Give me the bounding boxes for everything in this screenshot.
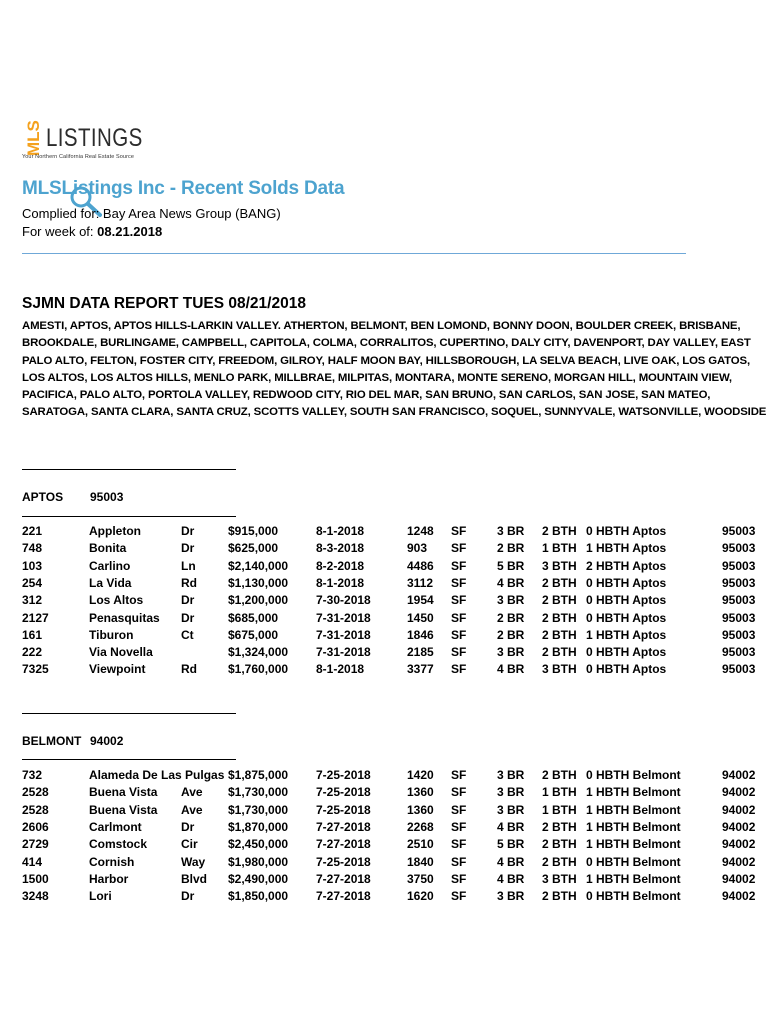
street-type: Dr — [181, 524, 195, 538]
square-feet: 1450 — [407, 610, 434, 625]
half-baths-city: 1 HBTH Belmont — [586, 819, 681, 834]
house-number: 748 — [22, 541, 43, 556]
sale-date: 8-2-2018 — [316, 558, 365, 573]
zip-code: 94002 — [722, 889, 756, 904]
house-number: 161 — [22, 627, 43, 642]
bathrooms: 2 BTH — [542, 889, 577, 904]
sale-price: $625,000 — [228, 541, 279, 556]
section-header-belmont — [22, 734, 124, 748]
half-baths-city: 0 HBTH Aptos — [586, 524, 667, 538]
zip-code: 95003 — [722, 575, 756, 590]
week-label: For week of: — [22, 224, 98, 239]
table-row — [0, 662, 768, 679]
street-name: Cornish — [89, 854, 135, 869]
sale-price: $1,870,000 — [228, 819, 289, 834]
sale-date: 7-31-2018 — [316, 627, 371, 642]
house-number: 414 — [22, 854, 43, 869]
street-type: Ave — [181, 785, 203, 800]
half-baths-city: 1 HBTH Aptos — [586, 541, 667, 556]
sale-date: 7-25-2018 — [316, 802, 371, 817]
sale-date: 7-31-2018 — [316, 645, 371, 660]
sale-date: 7-30-2018 — [316, 593, 371, 608]
sale-price: $1,760,000 — [228, 662, 289, 677]
street-name: Bonita — [89, 541, 127, 556]
sf-unit: SF — [451, 837, 467, 852]
table-row — [0, 559, 768, 576]
zip-code: 95003 — [722, 645, 756, 660]
half-baths-city: 0 HBTH Belmont — [586, 768, 681, 782]
sf-unit: SF — [451, 889, 467, 904]
street-name: Penasquitas — [89, 610, 160, 625]
sale-price: $1,980,000 — [228, 854, 289, 869]
street-name: La Vida — [89, 575, 132, 590]
sale-price: $1,200,000 — [228, 593, 289, 608]
bedrooms: 3 BR — [497, 768, 525, 782]
zip-code: 94002 — [722, 854, 756, 869]
document-title: MLSListings Inc - Recent Solds Data — [22, 178, 345, 199]
bathrooms: 1 BTH — [542, 785, 577, 800]
house-number: 732 — [22, 768, 43, 782]
bathrooms: 2 BTH — [542, 768, 577, 782]
zip-code: 95003 — [722, 662, 756, 677]
table-row — [0, 820, 768, 837]
square-feet: 1420 — [407, 768, 434, 782]
street-name: Tiburon — [89, 627, 134, 642]
street-name: Via Novella — [89, 645, 153, 660]
half-baths-city: 1 HBTH Belmont — [586, 785, 681, 800]
sale-price: $1,324,000 — [228, 645, 289, 660]
table-row — [0, 768, 768, 785]
section-zip: 94002 — [90, 734, 124, 748]
bathrooms: 3 BTH — [542, 558, 577, 573]
sale-price: $2,450,000 — [228, 837, 289, 852]
zip-code: 95003 — [722, 593, 756, 608]
zip-code: 95003 — [722, 558, 756, 573]
street-name: Alameda De Las Pulgas — [89, 768, 225, 782]
header-divider — [22, 253, 686, 254]
sale-date: 8-1-2018 — [316, 524, 365, 538]
bathrooms: 2 BTH — [542, 593, 577, 608]
section-divider — [22, 469, 236, 470]
table-row — [0, 785, 768, 802]
bedrooms: 2 BR — [497, 610, 525, 625]
bathrooms: 1 BTH — [542, 541, 577, 556]
bathrooms: 3 BTH — [542, 662, 577, 677]
report-title: SJMN DATA REPORT TUES 08/21/2018 — [22, 295, 306, 312]
street-name: Carlino — [89, 558, 131, 573]
bedrooms: 3 BR — [497, 645, 525, 660]
bedrooms: 5 BR — [497, 558, 525, 573]
bedrooms: 4 BR — [497, 819, 525, 834]
zip-code: 94002 — [722, 785, 756, 800]
bedrooms: 3 BR — [497, 802, 525, 817]
sale-date: 7-27-2018 — [316, 837, 371, 852]
square-feet: 4486 — [407, 558, 434, 573]
half-baths-city: 0 HBTH Aptos — [586, 575, 667, 590]
sale-price: $2,140,000 — [228, 558, 289, 573]
square-feet: 2510 — [407, 837, 434, 852]
bedrooms: 4 BR — [497, 575, 525, 590]
bathrooms: 2 BTH — [542, 645, 577, 660]
sf-unit: SF — [451, 541, 467, 556]
bedrooms: 3 BR — [497, 524, 525, 538]
street-name: Carlmont — [89, 819, 142, 834]
sale-price: $1,850,000 — [228, 889, 289, 904]
half-baths-city: 1 HBTH Belmont — [586, 871, 681, 886]
sf-unit: SF — [451, 854, 467, 869]
section-city: BELMONT — [22, 734, 82, 748]
sf-unit: SF — [451, 645, 467, 660]
sf-unit: SF — [451, 802, 467, 817]
zip-code: 95003 — [722, 610, 756, 625]
sale-price: $1,875,000 — [228, 768, 289, 782]
section-header-aptos — [22, 490, 124, 504]
table-row — [0, 524, 768, 541]
street-type: Rd — [181, 575, 197, 590]
house-number: 2606 — [22, 819, 49, 834]
bedrooms: 2 BR — [497, 541, 525, 556]
zip-code: 94002 — [722, 837, 756, 852]
compiled-for: Complied for: Bay Area News Group (BANG) — [22, 206, 281, 221]
sf-unit: SF — [451, 662, 467, 677]
bathrooms: 1 BTH — [542, 802, 577, 817]
half-baths-city: 2 HBTH Aptos — [586, 558, 667, 573]
street-type: Dr — [181, 819, 195, 834]
bedrooms: 4 BR — [497, 854, 525, 869]
bathrooms: 3 BTH — [542, 871, 577, 886]
sale-price: $1,730,000 — [228, 785, 289, 800]
square-feet: 3750 — [407, 871, 434, 886]
street-name: Lori — [89, 889, 112, 904]
sale-date: 7-25-2018 — [316, 785, 371, 800]
house-number: 312 — [22, 593, 43, 608]
bedrooms: 4 BR — [497, 662, 525, 677]
bathrooms: 2 BTH — [542, 575, 577, 590]
street-type: Dr — [181, 889, 195, 904]
square-feet: 1620 — [407, 889, 434, 904]
cities-list: AMESTI, APTOS, APTOS HILLS-LARKIN VALLEY. ATHERTON, BELMONT, BEN LOMOND, BONNY DOON, BOULDER CREEK, BRISBANE, BROOKDALE, BURLINGAME, CAMPBELL, CAPITOLA, COLMA, CORRALITOS, CUPERTINO, DALY CITY, DAVENPORT, DAY VALLEY, EAST PALO ALTO, FELTON, FOSTER CITY, FREEDOM, GILROY, HALF MOON BAY, HILLSBOROUGH, LA SELVA BEACH, LIVE OAK, LOS GATOS, LOS ALTOS, LOS ALTOS HILLS, MENLO PARK, MILLBRAE, MILPITAS, MONTARA, MONTE SERENO, MORGAN HILL, MOUNTAIN VIEW, PACIFICA, PALO ALTO, PORTOLA VALLEY, REDWOOD CITY, RIO DEL MAR, SAN BRUNO, SAN CARLOS, SAN JOSE, SAN MATEO, SARATOGA, SANTA CLARA, SANTA CRUZ, SCOTTS VALLEY, SOUTH SAN FRANCISCO, SOQUEL, SUNNYVALE, WATSONVILLE, WOODSIDE — [22, 320, 767, 419]
table-row — [0, 855, 768, 872]
street-name: Buena Vista — [89, 802, 158, 817]
sf-unit: SF — [451, 575, 467, 590]
half-baths-city: 0 HBTH Aptos — [586, 645, 667, 660]
bathrooms: 2 BTH — [542, 610, 577, 625]
bedrooms: 3 BR — [497, 889, 525, 904]
table-row — [0, 837, 768, 854]
bathrooms: 2 BTH — [542, 524, 577, 538]
table-row — [0, 645, 768, 662]
bedrooms: 2 BR — [497, 627, 525, 642]
half-baths-city: 0 HBTH Aptos — [586, 610, 667, 625]
street-name: Comstock — [89, 837, 148, 852]
street-type: Dr — [181, 541, 195, 556]
week-of — [22, 224, 162, 239]
house-number: 254 — [22, 575, 43, 590]
square-feet: 2185 — [407, 645, 434, 660]
section-divider — [22, 713, 236, 714]
square-feet: 3377 — [407, 662, 434, 677]
table-row — [0, 593, 768, 610]
sale-date: 7-27-2018 — [316, 889, 371, 904]
bedrooms: 5 BR — [497, 837, 525, 852]
bathrooms: 2 BTH — [542, 627, 577, 642]
square-feet: 3112 — [407, 575, 434, 590]
logo-mls-text: MLS — [24, 120, 43, 156]
sale-date: 7-25-2018 — [316, 768, 371, 782]
house-number: 222 — [22, 645, 43, 660]
sf-unit: SF — [451, 593, 467, 608]
house-number: 2528 — [22, 785, 49, 800]
street-type: Ln — [181, 558, 196, 573]
zip-code: 94002 — [722, 768, 756, 782]
half-baths-city: 0 HBTH Belmont — [586, 854, 681, 869]
sf-unit: SF — [451, 785, 467, 800]
sale-date: 7-25-2018 — [316, 854, 371, 869]
sale-date: 8-3-2018 — [316, 541, 365, 556]
half-baths-city: 1 HBTH Aptos — [586, 627, 667, 642]
zip-code: 94002 — [722, 819, 756, 834]
bedrooms: 3 BR — [497, 593, 525, 608]
street-name: Harbor — [89, 871, 129, 886]
street-type: Ct — [181, 627, 194, 642]
house-number: 3248 — [22, 889, 49, 904]
sale-price: $1,130,000 — [228, 575, 289, 590]
sf-unit: SF — [451, 871, 467, 886]
street-type: Ave — [181, 802, 203, 817]
bedrooms: 4 BR — [497, 871, 525, 886]
sf-unit: SF — [451, 627, 467, 642]
street-type: Blvd — [181, 871, 208, 886]
section-divider — [22, 759, 236, 760]
street-name: Los Altos — [89, 593, 144, 608]
house-number: 103 — [22, 558, 43, 573]
sf-unit: SF — [451, 610, 467, 625]
table-row — [0, 541, 768, 558]
bathrooms: 2 BTH — [542, 819, 577, 834]
street-name: Buena Vista — [89, 785, 158, 800]
bathrooms: 2 BTH — [542, 837, 577, 852]
bathrooms: 2 BTH — [542, 854, 577, 869]
sale-date: 7-27-2018 — [316, 871, 371, 886]
square-feet: 1360 — [407, 802, 434, 817]
logo-tagline: Your Northern California Real Estate Source — [22, 154, 135, 160]
table-row — [0, 628, 768, 645]
zip-code: 94002 — [722, 871, 756, 886]
house-number: 2127 — [22, 610, 49, 625]
half-baths-city: 0 HBTH Aptos — [586, 662, 667, 677]
square-feet: 1840 — [407, 854, 434, 869]
street-type: Dr — [181, 610, 195, 625]
half-baths-city: 1 HBTH Belmont — [586, 802, 681, 817]
square-feet: 1954 — [407, 593, 434, 608]
sale-date: 7-27-2018 — [316, 819, 371, 834]
section-zip: 95003 — [90, 490, 124, 504]
table-row — [0, 872, 768, 889]
section-divider — [22, 516, 236, 517]
sf-unit: SF — [451, 524, 467, 538]
zip-code: 94002 — [722, 802, 756, 817]
sale-price: $1,730,000 — [228, 802, 289, 817]
sale-date: 8-1-2018 — [316, 662, 365, 677]
sale-price: $915,000 — [228, 524, 279, 538]
half-baths-city: 1 HBTH Belmont — [586, 837, 681, 852]
house-number: 2528 — [22, 802, 49, 817]
table-row — [0, 889, 768, 906]
week-value: 08.21.2018 — [97, 224, 163, 239]
house-number: 7325 — [22, 662, 49, 677]
sf-unit: SF — [451, 819, 467, 834]
street-name: Viewpoint — [89, 662, 146, 677]
half-baths-city: 0 HBTH Aptos — [586, 593, 667, 608]
zip-code: 95003 — [722, 541, 756, 556]
sale-date: 7-31-2018 — [316, 610, 371, 625]
square-feet: 2268 — [407, 819, 434, 834]
table-row — [0, 611, 768, 628]
square-feet: 1360 — [407, 785, 434, 800]
square-feet: 1846 — [407, 627, 434, 642]
street-type: Way — [181, 854, 206, 869]
house-number: 1500 — [22, 871, 49, 886]
table-row — [0, 576, 768, 593]
house-number: 221 — [22, 524, 43, 538]
square-feet: 903 — [407, 541, 428, 556]
street-type: Rd — [181, 662, 197, 677]
sale-price: $2,490,000 — [228, 871, 289, 886]
logo-listings-text: LISTINGS — [46, 124, 143, 152]
street-type: Cir — [181, 837, 198, 852]
house-number: 2729 — [22, 837, 49, 852]
street-name: Appleton — [89, 524, 141, 538]
street-type: Dr — [181, 593, 195, 608]
half-baths-city: 0 HBTH Belmont — [586, 889, 681, 904]
sale-price: $685,000 — [228, 610, 279, 625]
zip-code: 95003 — [722, 627, 756, 642]
sf-unit: SF — [451, 558, 467, 573]
sale-date: 8-1-2018 — [316, 575, 365, 590]
square-feet: 1248 — [407, 524, 434, 538]
sale-price: $675,000 — [228, 627, 279, 642]
zip-code: 95003 — [722, 524, 756, 538]
section-city: APTOS — [22, 490, 64, 504]
sf-unit: SF — [451, 768, 467, 782]
bedrooms: 3 BR — [497, 785, 525, 800]
table-row — [0, 803, 768, 820]
